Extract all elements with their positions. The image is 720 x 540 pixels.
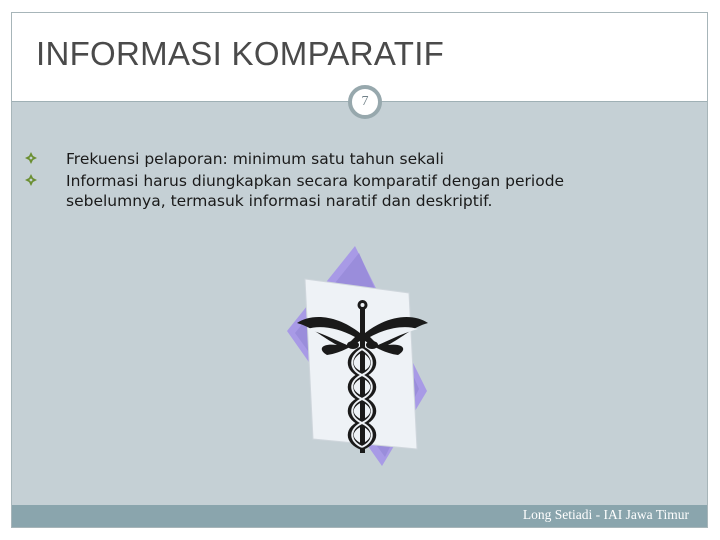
diamond-bullet-icon xyxy=(25,152,37,164)
footer-text: Long Setiadi - IAI Jawa Timur xyxy=(522,507,689,522)
slide-title: INFORMASI KOMPARATIF xyxy=(36,35,445,72)
bullet-text: Informasi harus diungkapkan secara komparatif dengan periode sebelumnya, termasuk informasi naratif dan deskriptif. xyxy=(66,172,565,210)
caduceus-icon xyxy=(267,241,437,471)
diamond-bullet-icon xyxy=(25,174,37,186)
bullet-text: Frekuensi pelaporan: minimum satu tahun sekali xyxy=(66,150,444,168)
slide xyxy=(11,12,708,528)
footer-bar xyxy=(12,505,707,527)
page-number: 7 xyxy=(361,94,369,109)
page-number-badge xyxy=(348,85,382,119)
